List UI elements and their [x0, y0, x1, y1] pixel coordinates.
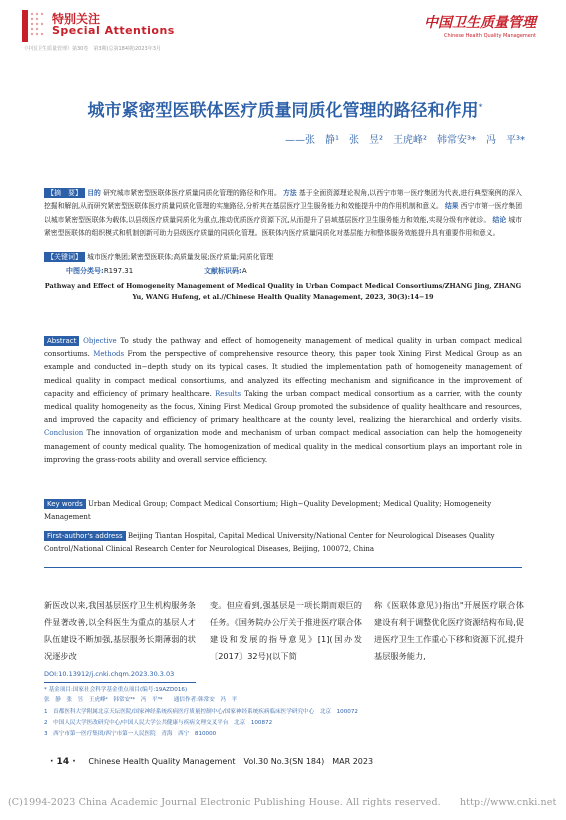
- objective-text-en: To study the pathway and effect of homogeneity management of medical quality in urban compact medical consortiums.: [44, 337, 522, 359]
- document-code: 文献标识码:A: [204, 267, 247, 275]
- abstract-label-en: Abstract: [44, 336, 79, 346]
- methods-label-en: Methods: [93, 350, 125, 359]
- methods-text-cn: 基于全面资源理论视角,以西宁市第一医疗集团为代表,进行典型案例的深入挖掘和解剖,从而研究紧密型医联体医疗质量同质化管理的实施路径,分析其在基层医疗卫生服务能力和效能提升中的作用机制和意义。: [44, 189, 522, 211]
- methods-text-en: From the perspective of comprehensive resource theory, this paper took Xining First Medical Group as an example and conducted in−depth study on its typical cases. It studied the implementation path of homogeneity management of medical quality in compact medical consortiums, and analyzed its effecting mechanism and significance in the improvement of capacity and efficiency of primary healthcare.: [44, 350, 522, 398]
- author-line: ——张 静¹ 张 昱² 王虎峰² 韩常安³* 冯 平³*: [284, 135, 525, 146]
- journal-logo-en: Chinese Health Quality Management: [444, 33, 536, 39]
- article-title-text: 城市紧密型医联体医疗质量同质化管理的路径和作用: [87, 101, 479, 121]
- objective-label-cn: 目的: [87, 189, 101, 197]
- first-author-label: First-author's address: [44, 531, 126, 541]
- copyright-watermark: (C)1994-2023 China Academic Journal Electronic Publishing House. All rights reserved. http://www.cnki.net: [8, 797, 557, 808]
- journal-logo-cn: 中国卫生质量管理: [424, 15, 536, 31]
- body-column-3: 称《医联体意见》)指出"开展医疗联合体建设有利于调整优化医疗资源结构布局,促进医疗卫生工作重心下移和资源下沉,提升基层服务能力,: [374, 600, 524, 661]
- results-text-cn: 西宁市第一医疗集团以城市紧密型医联体为载体,以县级医疗质量同质化为重点,推动优质医疗资源下沉,从而提升了县域基层医疗卫生服务能力和效能,实现分级有序就诊。: [44, 202, 522, 224]
- abstract-cn: [44, 187, 522, 240]
- dot-pattern-icon: [28, 10, 50, 42]
- body-column-2: 变。但应看到,强基层是一项长期而艰巨的任务。《国务院办公厅关于推进医疗联合体建设和发展的指导意见》[1](国办发〔2017〕32号)(以下简: [210, 600, 362, 661]
- keywords-label-en: Key words: [44, 499, 86, 509]
- conclusion-text-cn: 城市紧密型医联体的组织模式和机制创新可助力县级医疗质量的同质化管理。医联体内医疗质量同质化对基层能力和整体服务效能提升具有重要作用和意义。: [44, 215, 522, 237]
- page-number: · 14 ·: [50, 757, 76, 767]
- footnote-divider: [44, 682, 196, 683]
- keywords-label-cn: 【关键词】: [44, 252, 85, 262]
- doi-link[interactable]: DOI:10.13912/j.cnki.chqm.2023.30.3.03: [44, 670, 175, 678]
- first-author-text: Beijing Tiantan Hospital, Capital Medical University/National Center for Neurological Diseases Quality Control/National Clinical Research Center for Neurological Diseases, Beijing, 100072, China: [44, 532, 495, 553]
- methods-label-cn: 方法: [283, 189, 297, 197]
- correspondence-note: 张 静 张 昱 王虎峰² 韩常安³* 冯 平³* 通信作者:韩常安 冯 平: [44, 697, 238, 703]
- conclusion-text-en: The innovation of organization mode and mechanism of urban compact medical association can help the homogeneity management of county medical quality. The homogenization of medical quality in the medical consortium plays an important role in improving the grass-roots ability and overall service efficiency.: [44, 429, 522, 464]
- body-column-1: 新医改以来,我国基层医疗卫生机构服务条件显著改善,以全科医生为重点的基层人才队伍建设不断加强,基层服务长期薄弱的状况逐步改: [44, 600, 196, 661]
- title-footnote-mark: *: [478, 102, 483, 112]
- abstract-en: [44, 335, 522, 467]
- conclusion-label-en: Conclusion: [44, 429, 84, 438]
- english-citation-title: Pathway and Effect of Homogeneity Management of Medical Quality in Urban Compact Medical Consortiums/ZHANG Jing, ZHANG Yu, WANG Hufeng, et al.//Chinese Health Quality Management, 2023, 30(3):14−19: [44, 282, 522, 302]
- classification-number: 中图分类号:R197.31: [66, 267, 134, 275]
- results-label-cn: 结果: [445, 202, 459, 211]
- keywords-text-cn: 城市医疗集团;紧密型医联体;高质量发展;医疗质量;同质化管理: [87, 253, 274, 261]
- journal-brand: [416, 12, 536, 39]
- keywords-text-en: Urban Medical Group; Compact Medical Consortium; High−Quality Development; Medical Quality; Homogeneity Management: [44, 500, 492, 521]
- affiliation-3: 3 西宁市第一医疗集团/西宁市第一人民医院 青海 西宁 810000: [44, 731, 217, 737]
- objective-label-en: Objective: [83, 337, 117, 345]
- section-divider: [44, 567, 522, 568]
- abstract-label: 【摘 要】: [44, 188, 85, 198]
- results-label-en: Results: [214, 389, 242, 398]
- results-text-en: Taking the urban compact medical consortium as a carrier, with the county medical quality homogeneity as the focus, Xining First Medical Group promoted the subsidence of quality healthcare and resources, and improved the capacity and efficiency of primary healthcare at the county level, realizing the hierarchical and orderly visits.: [44, 389, 522, 425]
- first-author-address: [44, 530, 522, 556]
- affiliation-2: 2 中国人民大学医改研究中心/中国人民大学公共健康与疾病文理交叉平台 北京 100872: [44, 720, 273, 726]
- article-title: [40, 96, 530, 121]
- keywords-cn: [44, 251, 522, 263]
- conclusion-label-cn: 结论: [492, 215, 507, 224]
- journal-footer: Chinese Health Quality Management Vol.30 No.3(SN 184) MAR 2023: [88, 757, 374, 766]
- page-footer: [50, 756, 373, 767]
- fund-note: * 基金项目:国家社会科学基金重点项目(编号:19AZD016): [44, 687, 188, 693]
- objective-text-cn: 研究城市紧密型医联体医疗质量同质化管理的路径和作用。: [103, 189, 281, 197]
- section-title-cn: 特别关注: [52, 12, 101, 26]
- keywords-en: [44, 498, 522, 524]
- issue-line: 《中国卫生质量管理》第30卷 第3期(总第184期)2023年3月: [22, 46, 161, 52]
- affiliation-1: 1 首都医科大学附属北京天坛医院/国家神经系统疾病医疗质量控制中心/国家神经系统疾病临床医学研究中心 北京 100072: [44, 709, 358, 715]
- section-title-en: Special Attentions: [52, 24, 175, 37]
